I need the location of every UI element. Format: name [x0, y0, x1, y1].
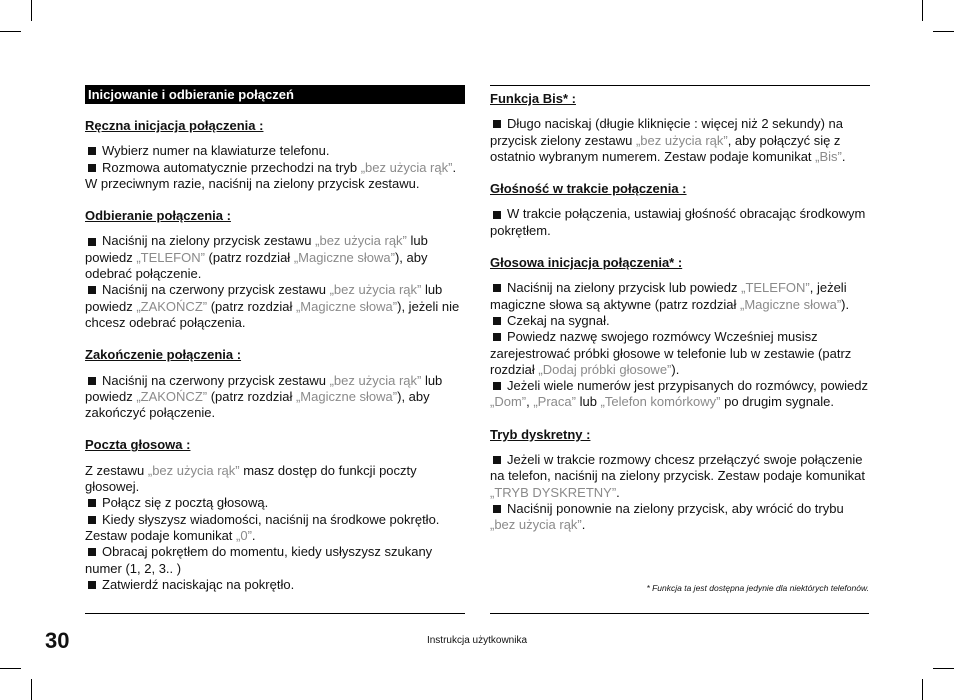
bullet-square-icon [88, 164, 96, 172]
section-title: Głosowa inicjacja połączenia* : [490, 255, 683, 271]
bullet-square-icon [493, 505, 501, 513]
bullet-square-icon [493, 333, 501, 341]
section-title: Funkcja Bis* : [490, 91, 576, 106]
section-manual-call [85, 118, 465, 192]
bullet-square-icon [88, 238, 96, 246]
section-title: Głośność w trakcie połączenia : [490, 181, 687, 197]
bullet-item: Długo naciskaj (długie kliknięcie : więcej niż 2 sekundy) na przycisk zielony zestawu „bez użycia rąk”, aby połączyć się z ostatnio wybranym numerem. Zestaw podaje komunikat „Bis”. [490, 116, 846, 164]
section-voicemail [85, 437, 465, 593]
bottom-rule-right [490, 613, 869, 614]
bullet-item: W trakcie połączenia, ustawiaj głośność obracając środkowym pokrętłem. [490, 206, 866, 238]
section-title: Tryb dyskretny : [490, 426, 591, 442]
bullet-square-icon [88, 147, 96, 155]
bullet-square-icon [493, 211, 501, 219]
bullet-item: Naciśnij na czerwony przycisk zestawu „bez użycia rąk” lub powiedz „ZAKOŃCZ” (patrz rozdział „Magiczne słowa”), aby zakończyć połączenie. [85, 372, 443, 421]
bullet-square-icon [88, 286, 96, 294]
bullet-square-icon [88, 377, 96, 385]
crop-mark-br-v [922, 679, 923, 700]
footnote: * Funkcja ta jest dostępna jedynie dla niektórych telefonów. [646, 583, 869, 593]
bullet-square-icon [493, 456, 501, 464]
bullet-item: Czekaj na sygnał. [490, 313, 870, 329]
bullet-square-icon [88, 548, 96, 556]
crop-mark-bl-h [0, 668, 21, 669]
right-column [490, 85, 870, 550]
section-end-call [85, 347, 465, 421]
section-title: Zakończenie połączenia : [85, 347, 242, 363]
section-title: Ręczna inicjacja połączenia : [85, 118, 264, 133]
section-title: Poczta głosowa : [85, 437, 191, 453]
bullet-square-icon [493, 284, 501, 292]
crop-mark-bl-v [31, 679, 32, 700]
section-banner: Inicjowanie i odbieranie połączeń [85, 85, 465, 104]
crop-mark-tr-h [933, 31, 954, 32]
bullet-item: Wybierz numer na klawiaturze telefonu. [85, 143, 465, 159]
section-voice-dial [490, 255, 870, 411]
section-discreet-mode [490, 427, 870, 534]
bullet-item: Naciśnij na czerwony przycisk zestawu „bez użycia rąk” lub powiedz „ZAKOŃCZ” (patrz rozdział „Magiczne słowa”), jeżeli nie chcesz odebrać połączenia. [85, 282, 460, 330]
bullet-item: Powiedz nazwę swojego rozmówcy Wcześniej musisz zarejestrować próbki głosowe w telefonie lub w zestawie (patrz rozdział „Dodaj próbki głosowe”). [490, 329, 852, 377]
bullet-item: Rozmowa automatycznie przechodzi na tryb „bez użycia rąk”. W przeciwnym razie, naciśnij na zielony przycisk zestawu. [85, 159, 457, 191]
bullet-item: Obracaj pokrętłem do momentu, kiedy usłyszysz szukany numer (1, 2, 3.. ) [85, 544, 433, 576]
bullet-item: Naciśnij na zielony przycisk lub powiedz „TELEFON”, jeżeli magiczne słowa są aktywne (patrz rozdział „Magiczne słowa”). [490, 280, 850, 312]
bullet-item: Połącz się z pocztą głosową. [85, 495, 465, 511]
crop-mark-tl-v [31, 0, 32, 21]
bullet-square-icon [88, 516, 96, 524]
bullet-square-icon [493, 382, 501, 390]
footer-title: Instrukcja użytkownika [426, 635, 528, 646]
left-column [85, 85, 465, 609]
crop-mark-tr-v [922, 0, 923, 21]
bullet-item: Zatwierdź naciskając na pokrętło. [85, 577, 465, 593]
section-volume [490, 181, 870, 239]
bullet-item: Jeżeli wiele numerów jest przypisanych do rozmówcy, powiedz „Dom”, „Praca” lub „Telefon komórkowy” po drugim sygnale. [490, 378, 869, 410]
page-number: 30 [45, 628, 70, 653]
bullet-square-icon [493, 317, 501, 325]
bullet-item: Kiedy słyszysz wiadomości, naciśnij na środkowe pokrętło. Zestaw podaje komunikat „0”. [85, 511, 440, 543]
bullet-item: Jeżeli w trakcie rozmowy chcesz przełączyć swoje połączenie na telefon, naciśnij na zielony przycisk. Zestaw podaje komunikat „TRYB DYSKRETNY”. [490, 452, 866, 500]
crop-mark-tl-h [0, 31, 21, 32]
bullet-square-icon [493, 120, 501, 128]
crop-mark-br-h [933, 668, 954, 669]
section-title: Odbieranie połączenia : [85, 208, 231, 224]
section-redial [490, 91, 870, 165]
bullet-item: Naciśnij ponownie na zielony przycisk, aby wrócić do trybu „bez użycia rąk”. [490, 500, 844, 533]
bullet-square-icon [88, 581, 96, 589]
bullet-square-icon [88, 499, 96, 507]
section-answer-call [85, 208, 465, 331]
bullet-item: Naciśnij na zielony przycisk zestawu „bez użycia rąk” lub powiedz „TELEFON” (patrz rozdział „Magiczne słowa”), aby odebrać połączenie. [85, 233, 428, 282]
paragraph: Z zestawu „bez użycia rąk” masz dostęp do funkcji poczty głosowej. [85, 462, 417, 495]
bottom-rule-left [85, 613, 465, 614]
